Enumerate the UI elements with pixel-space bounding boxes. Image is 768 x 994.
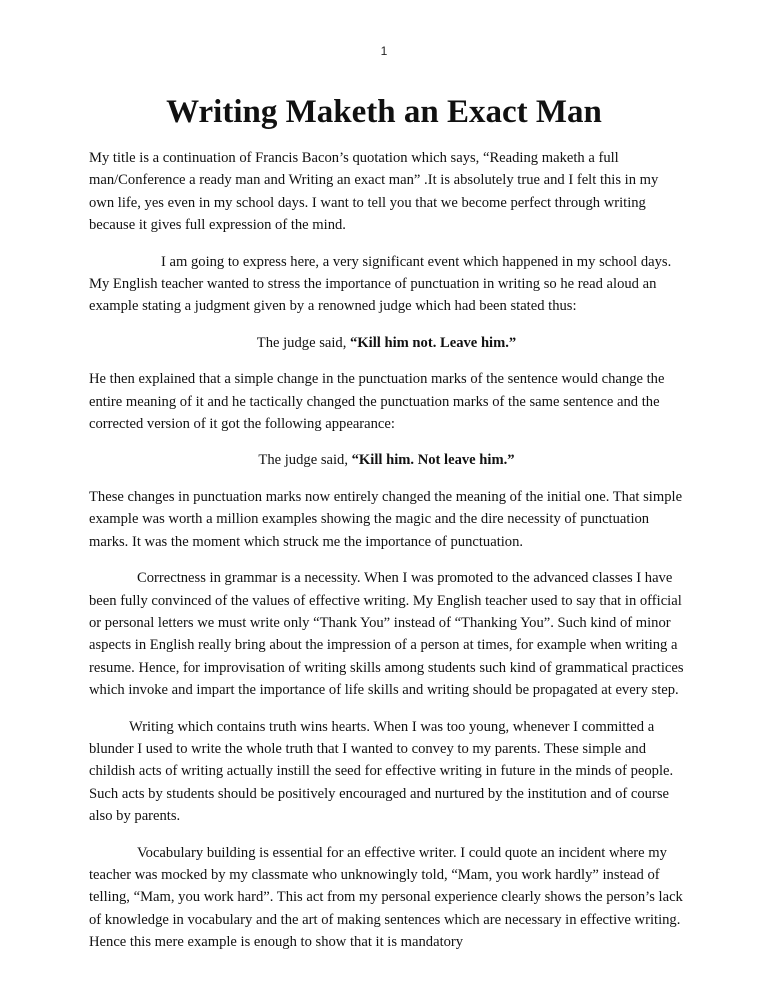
quote-prefix: The judge said,	[256, 334, 350, 351]
paragraph-truth: Writing which contains truth wins hearts. When I was too young, whenever I committed a blunder I used to write the whole truth that I wanted to convey to my parents. These simple and childish acts of writing actually instill the seed for effective writing in future in the minds of people. Such acts by students should be positively encouraged and nurtured by the institution and of course also by parents.	[89, 718, 674, 825]
paragraph-vocabulary: Vocabulary building is essential for an effective writer. I could quote an incident where my teacher was mocked by my classmate who unknowingly told, “Mam, you work hardly” instead of telling, “Mam, you work hard”. This act from my personal experience clearly shows the person’s lack of knowledge in vocabulary and the art of making sentences which are necessary in effective writing. Hence this mere example is enough to show that it is mandatory	[89, 844, 683, 951]
quote-corrected	[89, 449, 684, 471]
page-number: 1	[380, 44, 388, 58]
quote-original	[89, 332, 684, 354]
paragraph-explanation: He then explained that a simple change in the punctuation marks of the sentence would change the entire meaning of it and he tactically changed the punctuation marks of the same sentence and the corrected version of it got the following appearance:	[89, 371, 665, 433]
quote-prefix: The judge said,	[258, 452, 352, 469]
paragraph-punctuation: These changes in punctuation marks now entirely changed the meaning of the initial one. That simple example was worth a million examples showing the magic and the dire necessity of punctuation marks. It was the moment which struck me the importance of punctuation.	[89, 488, 683, 550]
paragraph-grammar: Correctness in grammar is a necessity. When I was promoted to the advanced classes I have been fully convinced of the values of effective writing. My English teacher used to say that in official or personal letters we must write only “Thank You” instead of “Thanking You”. Such kind of minor aspects in English really bring about the impression of a person at times, for example when writing a resume. Hence, for improvisation of writing skills among students such kind of grammatical practices which invoke and impart the importance of life skills and writing should be propagated at every step.	[89, 570, 684, 699]
quote-text: “Kill him. Not leave him.”	[351, 452, 515, 469]
paragraph-event: I am going to express here, a very significant event which happened in my school days. My English teacher wanted to stress the importance of punctuation in writing so he read aloud an example stating a judgment given by a renowned judge which had been stated thus:	[89, 253, 672, 315]
quote-text: “Kill him not. Leave him.”	[350, 334, 517, 351]
paragraph-intro: My title is a continuation of Francis Bacon’s quotation which says, “Reading maketh a full man/Conference a ready man and Writing an exact man” .It is absolutely true and I felt this in my own life, yes even in my school days. I want to tell you that we become perfect through writing because it gives full expression of the mind.	[89, 150, 659, 234]
document-title: Writing Maketh an Exact Man	[166, 94, 602, 130]
document-body	[89, 147, 684, 968]
